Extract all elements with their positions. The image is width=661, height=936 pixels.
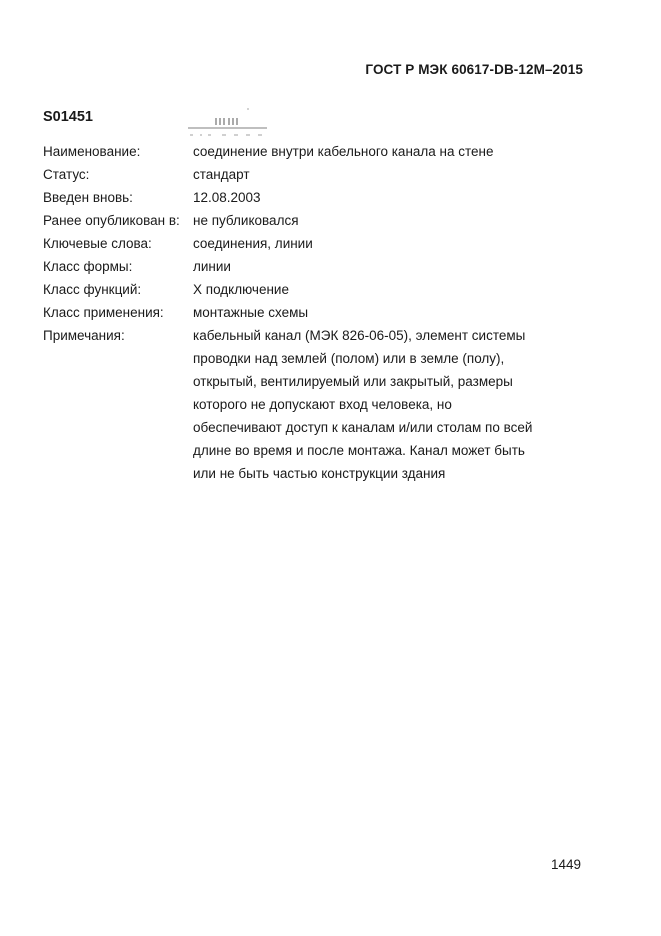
field-label: Наименование: — [43, 144, 141, 159]
document-header: ГОСТ Р МЭК 60617-DB-12M–2015 — [365, 62, 583, 77]
field-status — [43, 163, 603, 186]
field-published-in — [43, 209, 603, 232]
field-notes — [43, 324, 603, 485]
field-label: Статус: — [43, 167, 90, 182]
field-value: соединение внутри кабельного канала на стене — [193, 144, 494, 159]
field-name — [43, 140, 603, 163]
field-label: Примечания: — [43, 328, 125, 343]
cable-duct-symbol — [188, 106, 268, 136]
notes-line: длине во время и после монтажа. Канал может быть — [193, 443, 525, 458]
symbol-code: S01451 — [43, 109, 93, 125]
symbol-attributes — [43, 140, 603, 485]
notes-text — [193, 324, 603, 485]
field-value: монтажные схемы — [193, 305, 309, 320]
field-application-class — [43, 301, 603, 324]
notes-line: которого не допускают вход человека, но — [193, 397, 452, 412]
notes-line: проводки над землей (полом) или в земле (полу), — [193, 351, 505, 366]
notes-line: кабельный канал (МЭК 826-06-05), элемент системы — [193, 328, 526, 343]
field-keywords — [43, 232, 603, 255]
field-shape-class — [43, 255, 603, 278]
notes-line: или не быть частью конструкции здания — [193, 466, 446, 481]
field-value: X подключение — [193, 282, 289, 297]
field-label: Класс применения: — [43, 305, 164, 320]
field-function-class — [43, 278, 603, 301]
field-label: Ранее опубликован в: — [43, 213, 180, 228]
field-value: соединения, линии — [193, 236, 313, 251]
field-value: стандарт — [193, 167, 250, 182]
field-label: Класс формы: — [43, 259, 133, 274]
field-label: Введен вновь: — [43, 190, 133, 205]
notes-line: обеспечивают доступ к каналам и/или столам по всей — [193, 420, 533, 435]
field-value: линии — [193, 259, 231, 274]
field-introduced — [43, 186, 603, 209]
field-label: Класс функций: — [43, 282, 142, 297]
field-value: не публиковался — [193, 213, 299, 228]
page-number: 1449 — [551, 857, 582, 872]
field-label: Ключевые слова: — [43, 236, 152, 251]
field-value: 12.08.2003 — [193, 190, 261, 205]
notes-line: открытый, вентилируемый или закрытый, размеры — [193, 374, 513, 389]
